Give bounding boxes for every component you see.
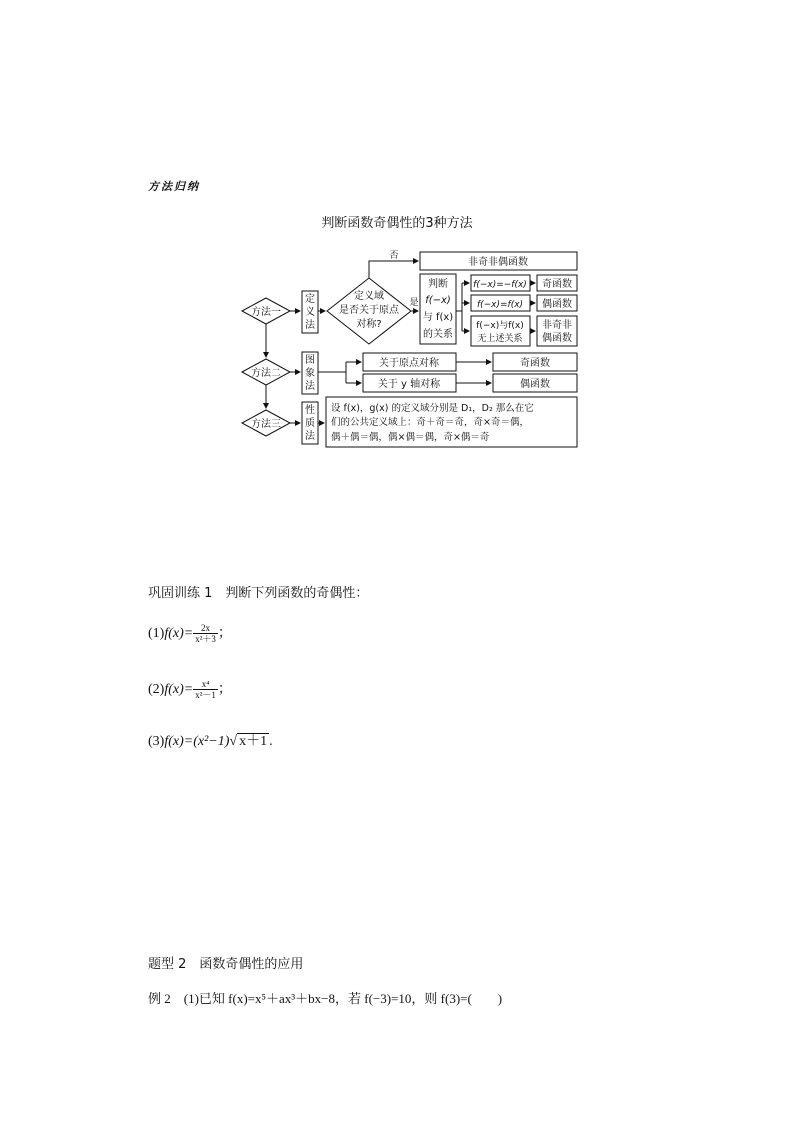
m1-name-3: 法 — [305, 320, 315, 331]
m3-name-3: 法 — [305, 431, 315, 442]
example-2: 例 2 (1)已知 f(x)=x⁵＋ax³＋bx−8，若 f(−3)=10，则 f(3)=( ) — [148, 991, 503, 1006]
res3-line-2: 偶函数 — [542, 333, 572, 344]
judge-line-4: 的关系 — [423, 329, 453, 340]
diamond-line-3: 对称? — [356, 319, 382, 330]
m3-name-1: 性 — [305, 405, 315, 416]
q2-prefix: (2) — [148, 682, 165, 697]
question-3 — [148, 730, 273, 750]
method2-label: 方法二 — [251, 368, 281, 379]
property-line-3: 偶＋偶＝偶，偶×偶＝偶，奇×偶＝奇 — [331, 432, 490, 443]
q2-function: f(x)= — [164, 682, 194, 697]
no-label: 否 — [389, 251, 399, 261]
judge-line-2: f(−x) — [425, 295, 451, 306]
property-line-1: 设 f(x)，g(x) 的定义域分别是 D₁，D₂ 那么在它 — [331, 403, 534, 414]
q3-end: . — [269, 734, 273, 749]
judge-line-1: 判断 — [428, 279, 448, 290]
neither-label: 非奇非偶函数 — [468, 257, 528, 268]
q1-end: ； — [217, 626, 232, 641]
sym-origin-label: 关于原点对称 — [379, 358, 439, 369]
res2-label: 偶函数 — [542, 299, 572, 310]
method1-label: 方法一 — [251, 307, 281, 318]
q1-denominator: x²＋3 — [195, 634, 216, 645]
even-label: 偶函数 — [520, 379, 550, 390]
q1-prefix: (1) — [148, 626, 165, 641]
m1-name-1: 定 — [305, 294, 315, 305]
sym-y-label: 关于 y 轴对称 — [377, 379, 441, 390]
rel3-line-2: 无上述关系 — [477, 334, 523, 344]
m2-name-3: 法 — [305, 381, 315, 392]
q1-numerator: 2x — [201, 622, 211, 633]
q2-denominator: x²－1 — [195, 690, 216, 701]
exercise-title: 巩固训练 1 判断下列函数的奇偶性： — [148, 586, 369, 601]
m2-name-1: 图 — [305, 355, 315, 366]
question-1 — [148, 622, 232, 645]
flowchart-title: 判断函数奇偶性的3种方法 — [321, 216, 473, 231]
q2-numerator: x⁴ — [201, 678, 210, 689]
method3-label: 方法三 — [251, 419, 281, 430]
diamond-line-1: 定义域 — [354, 291, 384, 302]
m1-name-2: 义 — [305, 307, 315, 318]
judge-line-3: 与 f(x) — [422, 312, 454, 323]
q1-function: f(x)= — [164, 626, 194, 641]
topic2-title: 题型 2 函数奇偶性的应用 — [148, 957, 304, 972]
q3-prefix: (3) — [148, 734, 165, 749]
rel2-label: f(−x)=f(x) — [476, 300, 524, 310]
odd-label: 奇函数 — [520, 358, 550, 369]
res3-line-1: 非奇非 — [542, 320, 572, 331]
rel1-label: f(−x)=−f(x) — [473, 280, 527, 290]
q2-end: ； — [217, 682, 232, 697]
m3-name-2: 质 — [305, 418, 315, 429]
q2-fraction — [193, 679, 218, 701]
property-line-2: 们的公共定义域上：奇＋奇＝奇，奇×奇＝偶， — [331, 417, 529, 428]
rel3-line-1: f(−x)与f(x) — [476, 321, 524, 331]
m2-name-2: 象 — [305, 368, 315, 379]
question-2 — [148, 678, 232, 701]
section-heading: 方法归纳 — [148, 180, 200, 193]
yes-label: 是 — [409, 298, 419, 308]
q3-radicand: x＋1 — [239, 734, 268, 749]
q1-fraction — [193, 623, 218, 645]
res1-label: 奇函数 — [542, 279, 572, 290]
sqrt-icon: √ — [229, 734, 238, 749]
q3-function: f(x)=(x²−1) — [164, 734, 230, 749]
diamond-line-2: 是否关于原点 — [339, 305, 399, 316]
